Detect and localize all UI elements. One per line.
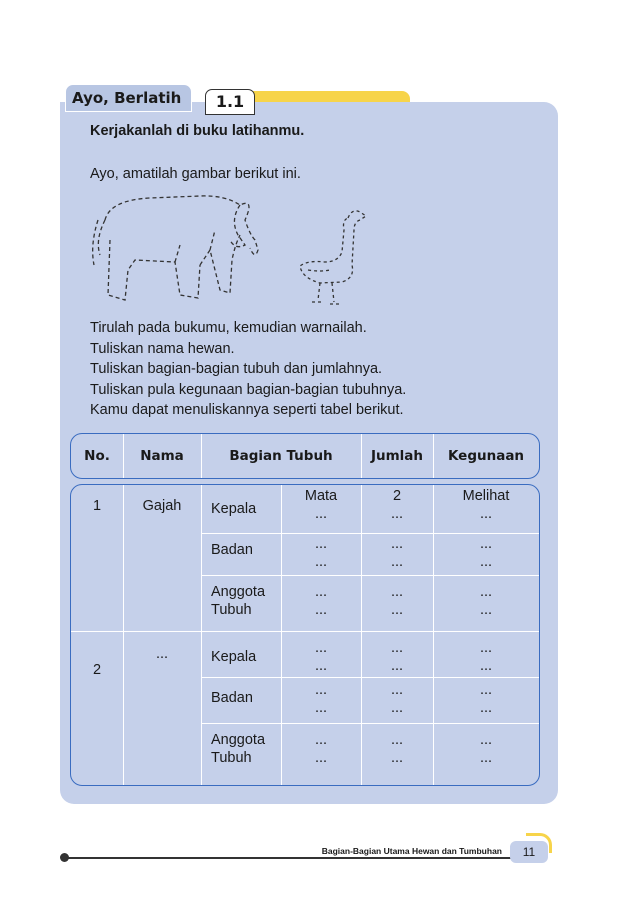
count: 2: [392, 488, 402, 504]
part-detail: ...: [314, 536, 328, 552]
part-detail: ...: [314, 506, 328, 522]
activity-number: 1.1: [205, 89, 255, 115]
column-divider: [201, 485, 202, 786]
group-divider: [71, 631, 540, 632]
activity-title: Ayo, Berlatih: [65, 84, 192, 112]
body-part: Kepala: [211, 649, 257, 665]
task-line: Tuliskan pula kegunaan bagian-bagian tubuhnya.: [90, 381, 407, 398]
header-jumlah: Jumlah: [370, 448, 424, 464]
function: ...: [479, 732, 493, 748]
animal-name: ...: [155, 646, 169, 662]
row-number: 2: [92, 662, 102, 678]
animal-illustrations: [80, 190, 380, 315]
header-bagian-tubuh: Bagian Tubuh: [229, 448, 333, 464]
row-divider: [201, 677, 540, 678]
animal-name: Gajah: [142, 498, 182, 514]
function: ...: [479, 602, 493, 618]
body-part: Tubuh: [211, 602, 252, 618]
header-kegunaan: Kegunaan: [447, 448, 525, 464]
task-line: Tirulah pada bukumu, kemudian warnailah.: [90, 320, 367, 336]
header-no: No.: [84, 448, 110, 464]
part-detail: ...: [314, 658, 328, 674]
part-detail: ...: [314, 640, 328, 656]
row-divider: [201, 575, 540, 576]
count: ...: [390, 700, 404, 716]
goose-outline: [300, 211, 366, 304]
table-header: [70, 433, 540, 479]
count: ...: [390, 750, 404, 766]
count: ...: [390, 658, 404, 674]
row-number: 1: [92, 498, 102, 514]
function: ...: [479, 750, 493, 766]
count: ...: [390, 554, 404, 570]
footer-rule: [64, 857, 514, 859]
body-part: Anggota: [211, 584, 266, 600]
column-divider: [123, 485, 124, 786]
body-part: Kepala: [211, 501, 257, 517]
function: Melihat: [462, 488, 510, 504]
task-line: Kamu dapat menuliskannya seperti tabel berikut.: [90, 402, 404, 418]
row-divider: [201, 723, 540, 724]
function: ...: [479, 536, 493, 552]
table-body: [70, 484, 540, 786]
count: ...: [390, 506, 404, 522]
footer-book-title: Bagian-Bagian Utama Hewan dan Tumbuhan: [321, 846, 502, 856]
elephant-outline: [93, 196, 258, 300]
part-detail: ...: [314, 682, 328, 698]
part-detail: ...: [314, 602, 328, 618]
part-detail: ...: [314, 584, 328, 600]
header-nama: Nama: [140, 448, 184, 464]
count: ...: [390, 602, 404, 618]
function: ...: [479, 584, 493, 600]
function: ...: [479, 506, 493, 522]
function: ...: [479, 700, 493, 716]
footer-dot: [60, 853, 69, 862]
page-number: 11: [510, 841, 548, 863]
body-part: Anggota: [211, 732, 266, 748]
function: ...: [479, 682, 493, 698]
task-line: Tuliskan nama hewan.: [90, 340, 235, 357]
task-list: [90, 318, 406, 421]
instruction-text: Kerjakanlah di buku latihanmu.: [90, 123, 305, 139]
intro-text: Ayo, amatilah gambar berikut ini.: [90, 166, 301, 182]
function: ...: [479, 640, 493, 656]
count: ...: [390, 640, 404, 656]
count: ...: [390, 732, 404, 748]
part-detail: ...: [314, 750, 328, 766]
function: ...: [479, 554, 493, 570]
count: ...: [390, 682, 404, 698]
body-part: Badan: [211, 690, 253, 706]
row-divider: [201, 533, 540, 534]
function: ...: [479, 658, 493, 674]
part-detail: ...: [314, 554, 328, 570]
part-detail: ...: [314, 700, 328, 716]
count: ...: [390, 536, 404, 552]
task-line: Tuliskan bagian-bagian tubuh dan jumlahnya.: [90, 361, 383, 377]
body-part: Tubuh: [211, 750, 252, 766]
part-detail: ...: [314, 732, 328, 748]
part-detail: Mata: [304, 488, 338, 504]
count: ...: [390, 584, 404, 600]
body-part: Badan: [211, 542, 253, 558]
